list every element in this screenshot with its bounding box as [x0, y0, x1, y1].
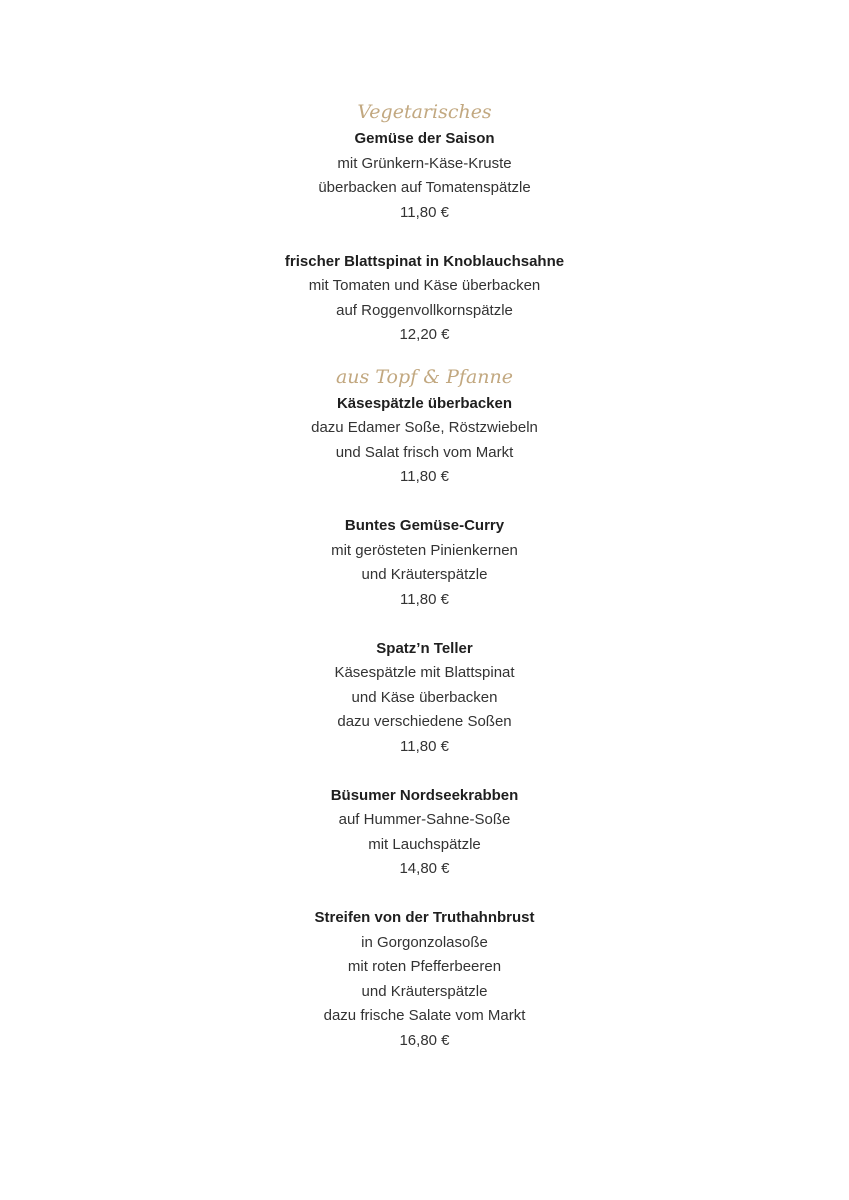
dish-description-line: auf Roggenvollkornspätzle — [336, 301, 513, 319]
dish-description-line: mit Grünkern-Käse-Kruste — [337, 154, 512, 172]
menu-item — [0, 514, 849, 612]
dish-description-line: dazu Edamer Soße, Röstzwiebeln — [311, 419, 538, 436]
dish-price: 11,80 € — [400, 468, 449, 485]
dish-description-line: mit Lauchspätzle — [368, 835, 481, 853]
dish-price: 11,80 € — [400, 590, 449, 608]
dish-description-line: mit gerösteten Pinienkernen — [331, 541, 518, 559]
dish-description-line: und Käse überbacken — [351, 688, 498, 706]
dish-description-line: dazu verschiedene Soßen — [337, 713, 512, 730]
dish-price: 11,80 € — [400, 737, 449, 755]
section-topf-pfanne — [0, 362, 849, 1054]
dish-name: Buntes Gemüse-Curry — [344, 517, 505, 534]
dish-name: Streifen von der Truthahnbrust — [314, 909, 535, 926]
menu-item — [0, 392, 849, 490]
dish-description-line: auf Hummer-Sahne-Soße — [338, 811, 511, 828]
dish-description-line: mit roten Pfefferbeeren — [347, 958, 502, 975]
dish-description-line: und Salat frisch vom Markt — [335, 443, 514, 461]
menu-item — [0, 127, 849, 225]
menu-page — [0, 97, 849, 1078]
dish-price: 14,80 € — [399, 860, 450, 877]
dish-description-line: und Kräuterspätzle — [361, 566, 488, 583]
dish-description-line: Käsespätzle mit Blattspinat — [334, 664, 515, 681]
menu-item — [0, 906, 849, 1053]
menu-item — [0, 250, 849, 348]
dish-name: Käsespätzle überbacken — [336, 394, 513, 412]
dish-name: Spatz’n Teller — [376, 639, 473, 657]
dish-price: 16,80 € — [399, 1031, 450, 1049]
menu-item — [0, 784, 849, 882]
dish-description-line: und Kräuterspätzle — [361, 982, 488, 1000]
dish-description-line: mit Tomaten und Käse überbacken — [308, 277, 541, 294]
dish-description-line: dazu frische Salate vom Markt — [323, 1007, 526, 1024]
dish-name: frischer Blattspinat in Knoblauchsahne — [284, 252, 565, 270]
dish-name: Gemüse der Saison — [354, 130, 495, 147]
dish-price: 11,80 € — [400, 203, 449, 221]
dish-name: Büsumer Nordseekrabben — [330, 786, 519, 804]
dish-description-line: überbacken auf Tomatenspätzle — [318, 179, 531, 196]
section-title: Vegetarisches — [357, 101, 492, 123]
dish-price: 12,20 € — [399, 326, 450, 343]
dish-description-line: in Gorgonzolasoße — [361, 933, 488, 951]
section-vegetarisches — [0, 97, 849, 348]
section-title: aus Topf & Pfanne — [335, 365, 514, 388]
menu-item — [0, 637, 849, 760]
